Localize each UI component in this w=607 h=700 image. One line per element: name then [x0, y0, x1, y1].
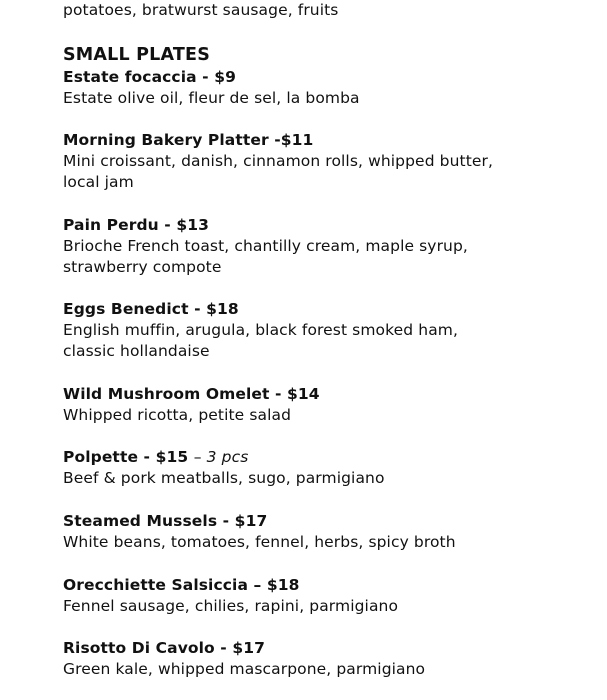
menu-item-description: English muffin, arugula, black forest smoked ham, classic hollandaise — [63, 321, 459, 360]
menu-item-description: White beans, tomatoes, fennel, herbs, spicy broth — [63, 533, 456, 551]
menu-item-title: Steamed Mussels - $17 — [63, 512, 268, 530]
menu-item-wild-mushroom-omelet — [63, 384, 513, 426]
menu-item-polpette — [63, 447, 513, 489]
menu-item-orecchiette-salsiccia — [63, 575, 513, 617]
menu-item-description: Fennel sausage, chilies, rapini, parmigiano — [63, 597, 399, 615]
menu-item-description: Brioche French toast, chantilly cream, maple syrup, strawberry compote — [63, 237, 468, 276]
menu-item-morning-bakery-platter — [63, 130, 513, 193]
menu-item-portion-note — [194, 448, 249, 466]
menu-item-title: Eggs Benedict - $18 — [63, 300, 239, 318]
menu-item-title: Wild Mushroom Omelet - $14 — [63, 385, 320, 403]
menu-item-description: Mini croissant, danish, cinnamon rolls, whipped butter, local jam — [63, 152, 494, 191]
menu-item-title: Pain Perdu - $13 — [63, 216, 209, 234]
portion-note-dash: – — [193, 448, 202, 466]
menu-item-steamed-mussels — [63, 511, 513, 553]
menu-item-description: Estate olive oil, fleur de sel, la bomba — [63, 89, 360, 107]
menu-item-description: Beef & pork meatballs, sugo, parmigiano — [63, 469, 385, 487]
menu-item-description: Whipped ricotta, petite salad — [63, 406, 292, 424]
menu-item-pain-perdu — [63, 215, 513, 278]
menu-item-title: Orecchiette Salsiccia – $18 — [63, 576, 300, 594]
previous-item-description-tail: potatoes, bratwurst sausage, fruits — [63, 1, 339, 19]
section-heading-small-plates: SMALL PLATES — [63, 45, 211, 65]
menu-item-description: Green kale, whipped mascarpone, parmigiano — [63, 660, 426, 678]
menu-item-risotto-di-cavolo — [63, 638, 513, 680]
menu-item-title: Risotto Di Cavolo - $17 — [63, 639, 265, 657]
menu-item-title: Polpette - $15 — [63, 448, 189, 466]
menu-item-eggs-benedict — [63, 299, 513, 362]
menu-item-estate-focaccia — [63, 67, 513, 109]
menu-item-title: Estate focaccia - $9 — [63, 68, 236, 86]
menu-item-title-row — [63, 447, 513, 468]
portion-note-text: 3 pcs — [206, 448, 249, 466]
menu-item-title: Morning Bakery Platter -$11 — [63, 131, 314, 149]
